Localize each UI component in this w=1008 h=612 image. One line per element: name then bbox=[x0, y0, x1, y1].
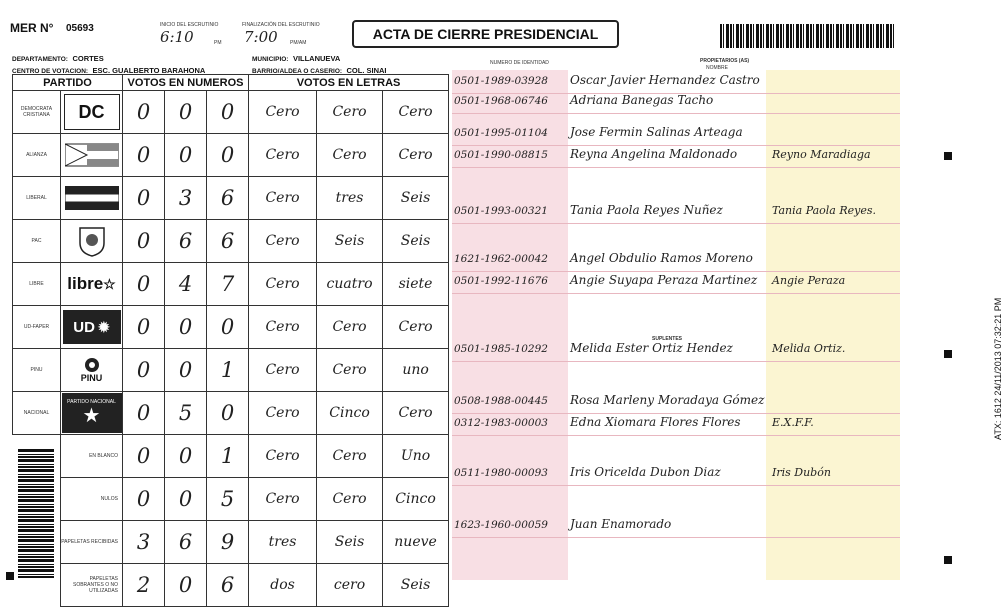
party-name-cell bbox=[13, 177, 61, 220]
party-name-cell bbox=[13, 134, 61, 177]
registration-mark bbox=[944, 152, 952, 160]
vote-word-cell bbox=[249, 392, 317, 435]
vote-digit: 6 bbox=[220, 573, 235, 597]
vote-word: Cero bbox=[332, 147, 367, 163]
registration-mark bbox=[944, 556, 952, 564]
party-row bbox=[13, 177, 449, 220]
signer-row bbox=[452, 202, 900, 224]
final-label: FINALIZACIÓN DEL ESCRUTINIO bbox=[242, 22, 320, 28]
vote-word: siete bbox=[398, 276, 433, 292]
signer-id: 0501-1985-10292 bbox=[454, 343, 548, 355]
signer-id: 0511-1980-00093 bbox=[454, 467, 548, 479]
vote-word-cell bbox=[383, 521, 449, 564]
vote-digit: 0 bbox=[136, 186, 151, 210]
vote-digit: 5 bbox=[220, 487, 235, 511]
vote-digit: 9 bbox=[220, 530, 235, 554]
signer-name: Angel Obdulio Ramos Moreno bbox=[570, 251, 753, 265]
signer-row bbox=[452, 414, 900, 436]
vote-number-cell bbox=[207, 177, 249, 220]
signer-id: 0501-1995-01104 bbox=[454, 127, 548, 139]
vote-word-cell bbox=[383, 392, 449, 435]
signer-row bbox=[452, 72, 900, 94]
vote-number-cell bbox=[123, 306, 165, 349]
vote-digit: 0 bbox=[136, 487, 151, 511]
vote-digit: 0 bbox=[136, 315, 151, 339]
signer-name: Juan Enamorado bbox=[570, 517, 672, 531]
vote-word: Cero bbox=[265, 319, 300, 335]
signer-id: 0501-1989-03928 bbox=[454, 75, 548, 87]
header-numeros: VOTOS EN NUMEROS bbox=[123, 75, 249, 91]
signer-signature: Melida Ortiz. bbox=[772, 342, 846, 355]
summary-label: EN BLANCO bbox=[61, 435, 123, 478]
vote-word: Cero bbox=[265, 276, 300, 292]
vote-digit: 0 bbox=[178, 573, 193, 597]
departamento-label: DEPARTAMENTO: bbox=[12, 56, 68, 63]
vote-digit: 0 bbox=[178, 358, 193, 382]
vote-digit: 3 bbox=[136, 530, 151, 554]
ud-logo bbox=[63, 310, 121, 344]
vote-number-cell bbox=[207, 478, 249, 521]
party-row bbox=[13, 263, 449, 306]
signer-id: 0501-1990-08815 bbox=[454, 149, 548, 161]
vote-word-cell bbox=[383, 177, 449, 220]
vote-word: Uno bbox=[400, 448, 431, 464]
municipio-label: MUNICIPIO: bbox=[252, 56, 289, 63]
registration-mark bbox=[6, 572, 14, 580]
vote-word: Cero bbox=[265, 104, 300, 120]
vote-word: tres bbox=[335, 190, 364, 206]
party-logo-cell bbox=[61, 349, 123, 392]
vote-word: Cero bbox=[265, 448, 300, 464]
vote-word-cell bbox=[383, 306, 449, 349]
libre-logo-text: libre bbox=[67, 274, 104, 293]
party-row bbox=[13, 91, 449, 134]
final-suffix: PM/AM bbox=[290, 40, 307, 46]
party-logo-cell bbox=[61, 134, 123, 177]
party-name: UD-FAPER bbox=[23, 324, 50, 330]
signer-row bbox=[452, 92, 900, 114]
vote-word: Cero bbox=[332, 362, 367, 378]
vote-number-cell bbox=[123, 564, 165, 607]
vote-digit: 5 bbox=[178, 401, 193, 425]
vote-number-cell bbox=[207, 220, 249, 263]
vote-number-cell bbox=[207, 435, 249, 478]
vote-word-cell bbox=[249, 177, 317, 220]
signer-signature: Tania Paola Reyes. bbox=[772, 204, 877, 217]
vote-word-cell bbox=[383, 564, 449, 607]
header-letras: VOTOS EN LETRAS bbox=[249, 75, 449, 91]
vote-word-cell bbox=[317, 521, 383, 564]
inicio-label: INICIO DEL ESCRUTINIO bbox=[160, 22, 219, 28]
vote-word-cell bbox=[383, 263, 449, 306]
vote-word: cero bbox=[333, 577, 366, 593]
party-row bbox=[13, 392, 449, 435]
signer-id: 0312-1983-00003 bbox=[454, 417, 548, 429]
vote-word: Cero bbox=[265, 190, 300, 206]
vote-number-cell bbox=[123, 220, 165, 263]
vote-word-cell bbox=[249, 435, 317, 478]
party-name-cell bbox=[13, 220, 61, 263]
vote-digit: 0 bbox=[136, 401, 151, 425]
vote-number-cell bbox=[165, 564, 207, 607]
party-name: LIBERAL bbox=[26, 195, 47, 201]
nacional-logo-text: PARTIDO NACIONAL bbox=[67, 399, 116, 405]
vote-word-cell bbox=[249, 349, 317, 392]
signer-name: Iris Oricelda Dubon Diaz bbox=[570, 465, 721, 479]
vote-number-cell bbox=[165, 478, 207, 521]
signer-signature: Angie Peraza bbox=[772, 274, 846, 287]
vote-word-cell bbox=[317, 564, 383, 607]
vote-word-cell bbox=[317, 134, 383, 177]
municipio-value: VILLANUEVA bbox=[292, 54, 341, 63]
vote-word: Cero bbox=[265, 405, 300, 421]
vote-number-cell bbox=[165, 263, 207, 306]
summary-row bbox=[13, 564, 449, 607]
signer-row bbox=[452, 124, 900, 146]
vote-number-cell bbox=[123, 349, 165, 392]
pinu-logo-text: PINU bbox=[80, 373, 103, 383]
vote-digit: 6 bbox=[220, 229, 235, 253]
vote-word-cell bbox=[317, 306, 383, 349]
vote-word-cell bbox=[249, 478, 317, 521]
vote-digit: 0 bbox=[136, 229, 151, 253]
vote-word: Cinco bbox=[329, 405, 370, 421]
vote-number-cell bbox=[207, 91, 249, 134]
signer-id: 1623-1960-00059 bbox=[454, 519, 548, 531]
vote-word-cell bbox=[317, 478, 383, 521]
party-logo-cell bbox=[61, 220, 123, 263]
propietarios-label: PROPIETARIOS (AS) bbox=[700, 58, 750, 64]
identidad-label: NUMERO DE IDENTIDAD bbox=[490, 60, 549, 66]
party-row bbox=[13, 134, 449, 177]
vote-digit: 0 bbox=[178, 143, 193, 167]
party-name-cell bbox=[13, 263, 61, 306]
vote-digit: 6 bbox=[178, 530, 193, 554]
vote-digit: 3 bbox=[178, 186, 193, 210]
party-logo-cell bbox=[61, 392, 123, 435]
party-logo-cell bbox=[61, 263, 123, 306]
barrio-label: BARRIO/ALDEA O CASERIO: bbox=[252, 68, 343, 75]
vote-word-cell bbox=[383, 435, 449, 478]
party-name: DEMOCRATA CRISTIANA bbox=[20, 106, 53, 118]
party-name-cell bbox=[13, 392, 61, 435]
vote-word-cell bbox=[249, 263, 317, 306]
signer-row bbox=[452, 516, 900, 538]
vote-word-cell bbox=[383, 349, 449, 392]
vote-word: Seis bbox=[400, 190, 431, 206]
signer-id: 0501-1968-06746 bbox=[454, 95, 548, 107]
signer-name: Reyna Angelina Maldonado bbox=[570, 147, 738, 161]
vote-word-cell bbox=[317, 435, 383, 478]
vote-word: cuatro bbox=[326, 276, 373, 292]
star-icon: ★ bbox=[82, 405, 101, 427]
signer-id: 0501-1992-11676 bbox=[454, 275, 548, 287]
pinu-logo bbox=[64, 353, 120, 387]
vote-word: Seis bbox=[334, 233, 365, 249]
summary-row bbox=[13, 435, 449, 478]
vote-digit: 0 bbox=[136, 272, 151, 296]
vote-digit: 0 bbox=[136, 358, 151, 382]
vote-word: Cero bbox=[265, 362, 300, 378]
inicio-suffix: PM bbox=[214, 40, 222, 46]
star-icon: ☆ bbox=[103, 275, 116, 292]
vote-digit: 1 bbox=[220, 444, 235, 468]
vote-word: Seis bbox=[400, 233, 431, 249]
vote-digit: 0 bbox=[220, 315, 235, 339]
vote-word-cell bbox=[249, 564, 317, 607]
vote-number-cell bbox=[123, 478, 165, 521]
signer-name: Adriana Banegas Tacho bbox=[570, 93, 714, 107]
vote-number-cell bbox=[165, 392, 207, 435]
barrio-value: COL. SINAI bbox=[346, 66, 387, 75]
votes-table bbox=[12, 74, 448, 597]
vote-number-cell bbox=[123, 177, 165, 220]
vote-word: Cero bbox=[332, 491, 367, 507]
vote-word: nueve bbox=[394, 534, 437, 550]
vote-word: uno bbox=[402, 362, 429, 378]
party-name: ALIANZA bbox=[26, 152, 47, 158]
summary-label: PAPELETAS RECIBIDAS bbox=[61, 521, 123, 564]
vote-digit: 0 bbox=[178, 444, 193, 468]
vote-word: Cero bbox=[265, 491, 300, 507]
vote-word: Cero bbox=[398, 104, 433, 120]
party-name: PINU bbox=[30, 367, 43, 373]
vote-number-cell bbox=[207, 134, 249, 177]
libre-logo bbox=[63, 267, 121, 301]
vote-word-cell bbox=[317, 349, 383, 392]
vote-number-cell bbox=[165, 306, 207, 349]
vote-word: Cinco bbox=[395, 491, 436, 507]
vote-number-cell bbox=[207, 349, 249, 392]
vote-digit: 0 bbox=[178, 487, 193, 511]
summary-label: PAPELETAS SOBRANTES O NO UTILIZADAS bbox=[61, 564, 123, 607]
vote-word: Seis bbox=[400, 577, 431, 593]
party-logo-cell bbox=[61, 306, 123, 349]
vote-number-cell bbox=[165, 349, 207, 392]
vote-digit: 7 bbox=[220, 272, 235, 296]
party-logo-cell bbox=[61, 91, 123, 134]
signer-name: Edna Xiomara Flores Flores bbox=[570, 415, 741, 429]
signer-row bbox=[452, 146, 900, 168]
vote-word: Cero bbox=[265, 233, 300, 249]
barcode-top bbox=[720, 24, 896, 48]
vote-number-cell bbox=[165, 220, 207, 263]
party-row bbox=[13, 306, 449, 349]
vote-number-cell bbox=[123, 91, 165, 134]
alianza-logo bbox=[64, 138, 120, 172]
party-name-cell bbox=[13, 349, 61, 392]
vote-word-cell bbox=[249, 91, 317, 134]
side-stamp: ATX: 1612 24/11/2013 07:32:21 PM bbox=[993, 297, 1003, 440]
pac-logo bbox=[64, 224, 120, 258]
summary-label: NULOS bbox=[61, 478, 123, 521]
departamento-value: CORTES bbox=[72, 54, 104, 63]
final-value: 7:00 bbox=[244, 28, 278, 46]
vote-digit: 2 bbox=[136, 573, 151, 597]
party-logo-cell bbox=[61, 177, 123, 220]
mer-number: 05693 bbox=[66, 23, 94, 34]
suplentes-label: SUPLENTES bbox=[652, 336, 683, 342]
vote-word: tres bbox=[268, 534, 297, 550]
barcode-left bbox=[18, 448, 54, 578]
summary-row bbox=[13, 478, 449, 521]
vote-word: dos bbox=[270, 577, 295, 593]
vote-word: Cero bbox=[332, 448, 367, 464]
vote-word: Cero bbox=[265, 147, 300, 163]
party-name: LIBRE bbox=[29, 281, 44, 287]
ud-logo-text: UD bbox=[73, 318, 95, 336]
signer-name: Angie Suyapa Peraza Martinez bbox=[570, 273, 758, 287]
vote-digit: 1 bbox=[220, 358, 235, 382]
party-name: NACIONAL bbox=[23, 410, 50, 416]
signer-row bbox=[452, 340, 900, 362]
vote-number-cell bbox=[165, 91, 207, 134]
signer-row bbox=[452, 464, 900, 486]
document-title: ACTA DE CIERRE PRESIDENCIAL bbox=[352, 20, 619, 48]
inicio-value: 6:10 bbox=[160, 28, 194, 46]
signer-signature: E.X.F.F. bbox=[772, 416, 814, 429]
vote-number-cell bbox=[123, 263, 165, 306]
vote-number-cell bbox=[165, 177, 207, 220]
vote-digit: 0 bbox=[220, 100, 235, 124]
vote-word-cell bbox=[249, 521, 317, 564]
vote-word: Cero bbox=[398, 147, 433, 163]
vote-digit: 6 bbox=[178, 229, 193, 253]
signer-id: 0501-1993-00321 bbox=[454, 205, 548, 217]
signer-row bbox=[452, 392, 900, 414]
signer-row bbox=[452, 272, 900, 294]
party-row bbox=[13, 220, 449, 263]
vote-word-cell bbox=[317, 220, 383, 263]
vote-word-cell bbox=[383, 91, 449, 134]
vote-word-cell bbox=[383, 478, 449, 521]
vote-word-cell bbox=[249, 220, 317, 263]
vote-word-cell bbox=[317, 263, 383, 306]
vote-digit: 0 bbox=[136, 444, 151, 468]
vote-word-cell bbox=[317, 392, 383, 435]
nombre-label: NOMBRE bbox=[706, 65, 728, 71]
vote-word: Cero bbox=[398, 319, 433, 335]
vote-word-cell bbox=[249, 306, 317, 349]
vote-number-cell bbox=[207, 263, 249, 306]
vote-digit: 0 bbox=[178, 100, 193, 124]
signature-area bbox=[452, 70, 900, 580]
summary-row bbox=[13, 521, 449, 564]
signer-signature: Reyno Maradiaga bbox=[772, 148, 871, 161]
vote-number-cell bbox=[207, 306, 249, 349]
signer-name: Oscar Javier Hernandez Castro bbox=[570, 73, 760, 87]
vote-digit: 0 bbox=[136, 143, 151, 167]
liberal-logo bbox=[64, 181, 120, 215]
vote-word-cell bbox=[317, 177, 383, 220]
signer-id: 0508-1988-00445 bbox=[454, 395, 548, 407]
vote-word-cell bbox=[383, 220, 449, 263]
vote-number-cell bbox=[165, 435, 207, 478]
vote-number-cell bbox=[165, 521, 207, 564]
vote-word: Seis bbox=[334, 534, 365, 550]
vote-number-cell bbox=[123, 392, 165, 435]
signer-name: Rosa Marleny Moradaya Gómez bbox=[570, 393, 765, 407]
vote-digit: 4 bbox=[178, 272, 193, 296]
vote-digit: 0 bbox=[220, 143, 235, 167]
vote-number-cell bbox=[123, 435, 165, 478]
vote-word: Cero bbox=[398, 405, 433, 421]
vote-number-cell bbox=[207, 521, 249, 564]
signer-name: Jose Fermin Salinas Arteaga bbox=[570, 125, 743, 139]
dc-logo: DC bbox=[64, 94, 120, 130]
vote-word-cell bbox=[317, 91, 383, 134]
centro-value: ESC. GUALBERTO BARAHONA bbox=[92, 66, 206, 75]
party-name-cell bbox=[13, 306, 61, 349]
vote-digit: 0 bbox=[220, 401, 235, 425]
signer-name: Melida Ester Ortiz Hendez bbox=[570, 341, 733, 355]
centro-label: CENTRO DE VOTACION: bbox=[12, 68, 89, 75]
vote-digit: 0 bbox=[178, 315, 193, 339]
signer-row bbox=[452, 250, 900, 272]
sun-icon: ✹ bbox=[97, 318, 110, 335]
party-row bbox=[13, 349, 449, 392]
header-partido: PARTIDO bbox=[13, 75, 123, 91]
vote-number-cell bbox=[123, 521, 165, 564]
vote-word-cell bbox=[383, 134, 449, 177]
vote-number-cell bbox=[207, 564, 249, 607]
vote-word: Cero bbox=[332, 319, 367, 335]
nacional-logo bbox=[62, 393, 122, 433]
vote-digit: 0 bbox=[136, 100, 151, 124]
vote-digit: 6 bbox=[220, 186, 235, 210]
party-name-cell bbox=[13, 91, 61, 134]
vote-word: Cero bbox=[332, 104, 367, 120]
party-name: PAC bbox=[31, 238, 42, 244]
signer-signature: Iris Dubón bbox=[772, 466, 831, 479]
signer-name: Tania Paola Reyes Nuñez bbox=[570, 203, 723, 217]
mer-label: MER N° bbox=[10, 21, 54, 35]
vote-word-cell bbox=[249, 134, 317, 177]
signer-id: 1621-1962-00042 bbox=[454, 253, 548, 265]
registration-mark bbox=[944, 350, 952, 358]
vote-number-cell bbox=[123, 134, 165, 177]
vote-number-cell bbox=[165, 134, 207, 177]
vote-number-cell bbox=[207, 392, 249, 435]
